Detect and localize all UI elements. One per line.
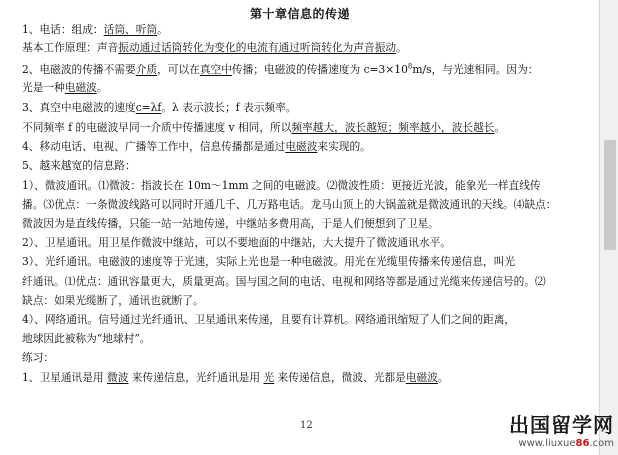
text-line: 3）、光纤通讯。电磁波的速度等于光速，实际上光也是一种电磁波。用光在光缆里传播来传递信息，叫光 bbox=[22, 255, 516, 268]
scrollbar-thumb[interactable] bbox=[604, 140, 616, 250]
text-line: 光是一种电磁波。 bbox=[22, 81, 108, 94]
text-line: 纤通讯。⑴优点：通讯容量更大，质量更高。国与国之间的电话、电视和网络等都是通过光缆来传递信号的。⑵ bbox=[22, 275, 546, 288]
text-line: 1、卫星通讯是用 微波 来传递信息，光纤通讯是用 光 来传递信息，微波、光都是电磁波。 bbox=[22, 371, 449, 384]
text-line: 4）、网络通讯。信号通过光纤通讯、卫星通讯来传递，且要有计算机。网络通讯缩短了人们之间的距离， bbox=[22, 313, 516, 326]
page-number: 12 bbox=[300, 420, 313, 431]
watermark-title: 出国留学网 bbox=[509, 413, 614, 437]
text-line: 不同频率 f 的电磁波早同一介质中传播速度 v 相同，所以频率越大，波长越短；频率越小，波长越长。 bbox=[22, 121, 506, 134]
page-title: 第十章信息的传递 bbox=[249, 7, 350, 21]
text-line: 播。⑶优点：一条微波线路可以同时开通几千、几万路电话。龙马山顶上的大锅盖就是微波通讯的天线。⑷缺点： bbox=[22, 198, 557, 211]
text-line: 5、越来越宽的信息路： bbox=[22, 159, 136, 172]
text-line: 缺点：如果光缆断了，通讯也就断了。 bbox=[22, 294, 204, 307]
text-line: 2）、卫星通讯。用卫星作微波中继站，可以不要地面的中继站，大大提升了微波通讯水平。 bbox=[22, 236, 451, 249]
text-line: 3、真空中电磁波的速度c=λf。λ 表示波长；f 表示频率。 bbox=[22, 101, 297, 114]
vertical-scrollbar[interactable] bbox=[599, 0, 618, 455]
watermark-url: www.liuxue86.com bbox=[518, 438, 614, 449]
text-line: 4、移动电话、电视、广播等工作中，信息传播都是通过电磁波来实现的。 bbox=[22, 140, 371, 153]
text-line: 1）、微波通讯。⑴微波：指波长在 10m～1mm 之间的电磁波。⑵微波性质：更接近光波，能象光一样直线传 bbox=[22, 179, 541, 192]
text-line: 基本工作原理：声音振动通过话筒转化为变化的电流有通过听筒转化为声音振动。 bbox=[22, 41, 407, 54]
text-line: 1、电话：组成：话筒、听筒。 bbox=[22, 23, 168, 36]
text-line: 地球因此被称为“地球村”。 bbox=[22, 332, 151, 345]
text-line: 2、电磁波的传播不需要介质，可以在真空中传播；电磁波的传播速度为 $c=3\times 10^8m/s$，与光速相同。因为： bbox=[22, 62, 539, 76]
text-line: 练习： bbox=[22, 351, 55, 364]
text-line: 微波因为是直线传播，只能一站一站地传递，中继站多费用高，于是人们便想到了卫星。 bbox=[22, 217, 439, 230]
watermark-logo bbox=[509, 409, 614, 449]
